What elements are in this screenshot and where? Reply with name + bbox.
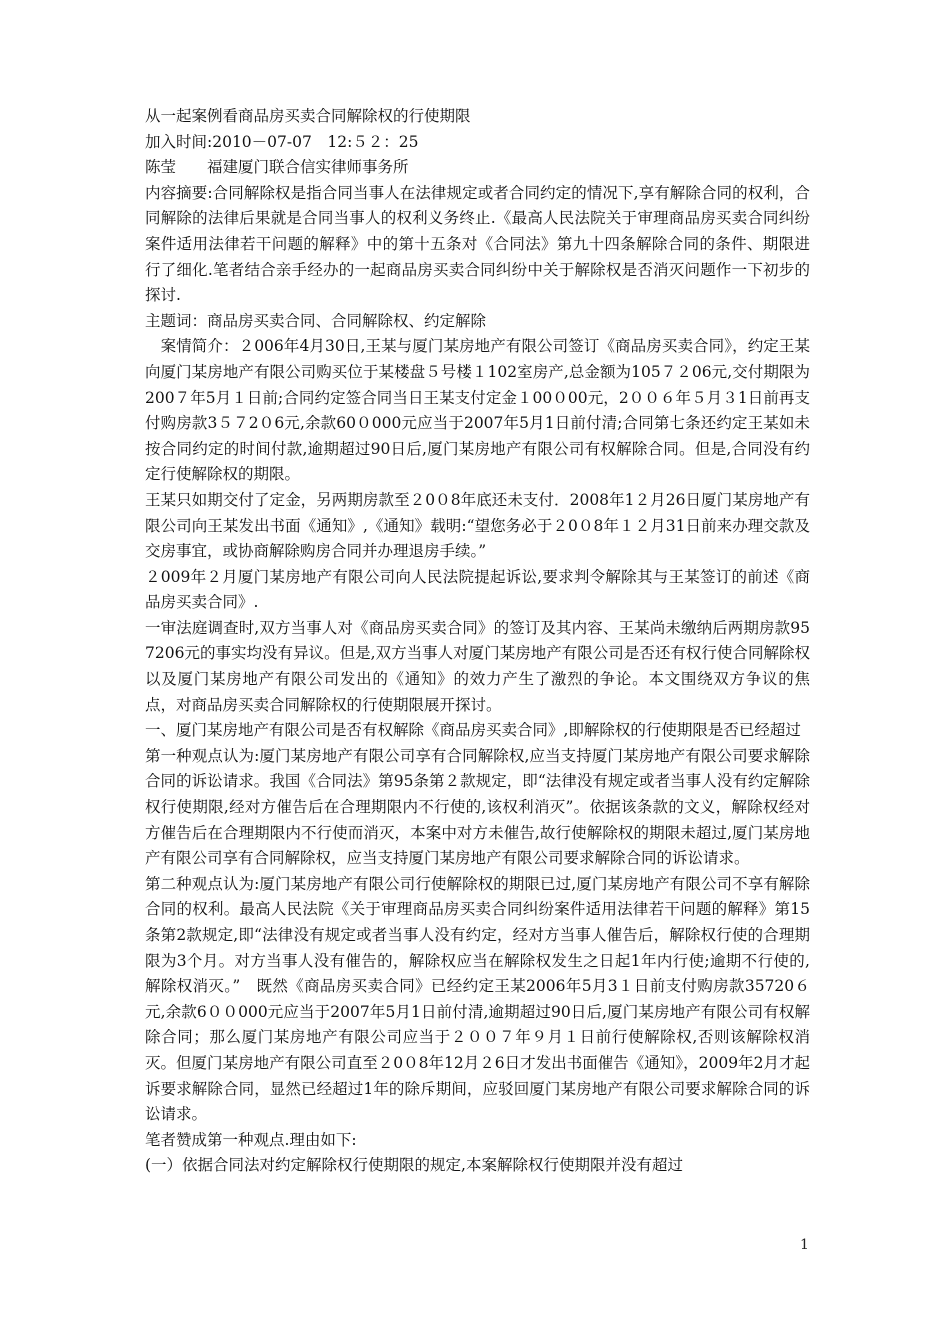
body-paragraph: 案情简介：２006年4月30日,王某与厦门某房地产有限公司签订《商品房买卖合同》，约定王某向厦门某房地产有限公司购买位于某楼盘５号楼１102室房产,总金额为105７２06元,交付期限为200７年5月１日前;合同约定签合同当日王某支付定金１00０00元，2００６年５月３1日前再支付购房款3５７2０6元,余款60０000元应当于2007年5月1日前付清;合同第七条还约定王某如未按合同约定的时间付款,逾期超过90日后,厦门某房地产有限公司有权解除合同。但是,合同没有约定行使解除权的期限。: [145, 337, 810, 484]
body-paragraph: ２009年２月厦门某房地产有限公司向人民法院提起诉讼,要求判令解除其与王某签订的前述《商品房买卖合同》.: [145, 567, 810, 612]
document-body: [145, 104, 810, 1179]
subsection-heading: (一）依据合同法对约定解除权行使期限的规定,本案解除权行使期限并没有超过: [145, 1156, 683, 1175]
body-paragraph: 王某只如期交付了定金，另两期房款至２0０8年底还未支付．2008年1２月26日厦门某房地产有限公司向王某发出书面《通知》,《通知》载明:“望您务必于２0０8年１２月31日前来办理交款及交房事宜，或协商解除购房合同并办理退房手续。”: [145, 490, 810, 561]
keywords-line: 主题词：商品房买卖合同、合同解除权、约定解除: [145, 311, 487, 330]
section-heading: 一、厦门某房地产有限公司是否有权解除《商品房买卖合同》,即解除权的行使期限是否已经超过: [145, 721, 801, 740]
page-number: 1: [800, 1237, 809, 1253]
body-paragraph: 笔者赞成第一种观点.理由如下:: [145, 1130, 357, 1149]
body-paragraph: 第二种观点认为:厦门某房地产有限公司行使解除权的期限已过,厦门某房地产有限公司不享有解除合同的权利。最高人民法院《关于审理商品房买卖合同纠纷案件适用法律若干问题的解释》第15条第2款规定,即“法律没有规定或者当事人没有约定，经对方当事人催告后，解除权行使的合理期限为3个月。对方当事人没有催告的，解除权应当在解除权发生之日起1年内行使;逾期不行使的,解除权消灭。” 既然《商品房买卖合同》已经约定王某2006年5月3１日前支付购房款35720６元,余款6００000元应当于2007年5月1日前付清,逾期超过90日后,厦门某房地产有限公司有权解除合同；那么厦门某房地产有限公司应当于２００７年９月１日前行使解除权,否则该解除权消灭。但厦门某房地产有限公司直至２0０8年12月２6日才发出书面催告《通知》，2009年2月才起诉要求解除合同，显然已经超过1年的除斥期间，应驳回厦门某房地产有限公司要求解除合同的诉讼请求。: [145, 874, 810, 1124]
body-paragraph: 一审法庭调查时,双方当事人对《商品房买卖合同》的签订及其内容、王某尚未缴纳后两期房款957206元的事实均没有异议。但是,双方当事人对厦门某房地产有限公司是否还有权行使合同解除权以及厦门某房地产有限公司发出的《通知》的效力产生了激烈的争论。本文围绕双方争议的焦点，对商品房买卖合同解除权的行使期限展开探讨。: [145, 618, 810, 714]
body-paragraph: 第一种观点认为:厦门某房地产有限公司享有合同解除权,应当支持厦门某房地产有限公司要求解除合同的诉讼请求。我国《合同法》第95条第２款规定，即“法律没有规定或者当事人没有约定解除权行使期限,经对方催告后在合理期限内不行使的,该权利消灭”。依据该条款的文义，解除权经对方催告后在合理期限内不行使而消灭，本案中对方未催告,故行使解除权的期限未超过,厦门某房地产有限公司享有合同解除权，应当支持厦门某房地产有限公司要求解除合同的诉讼请求。: [145, 746, 810, 868]
document-title: 从一起案例看商品房买卖合同解除权的行使期限: [145, 107, 471, 125]
author-line: 陈莹 福建厦门联合信实律师事务所: [145, 158, 409, 177]
publish-date: 加入时间:2010－07-07 12:５２：25: [145, 132, 419, 151]
abstract-paragraph: 内容摘要:合同解除权是指合同当事人在法律规定或者合同约定的情况下,享有解除合同的权利，合同解除的法律后果就是合同当事人的权利义务终止.《最高人民法院关于审理商品房买卖合同纠纷案件适用法律若干问题的解释》中的第十五条对《合同法》第九十四条解除合同的条件、期限进行了细化.笔者结合亲手经办的一起商品房买卖合同纠纷中关于解除权是否消灭问题作一下初步的探讨.: [145, 183, 810, 305]
